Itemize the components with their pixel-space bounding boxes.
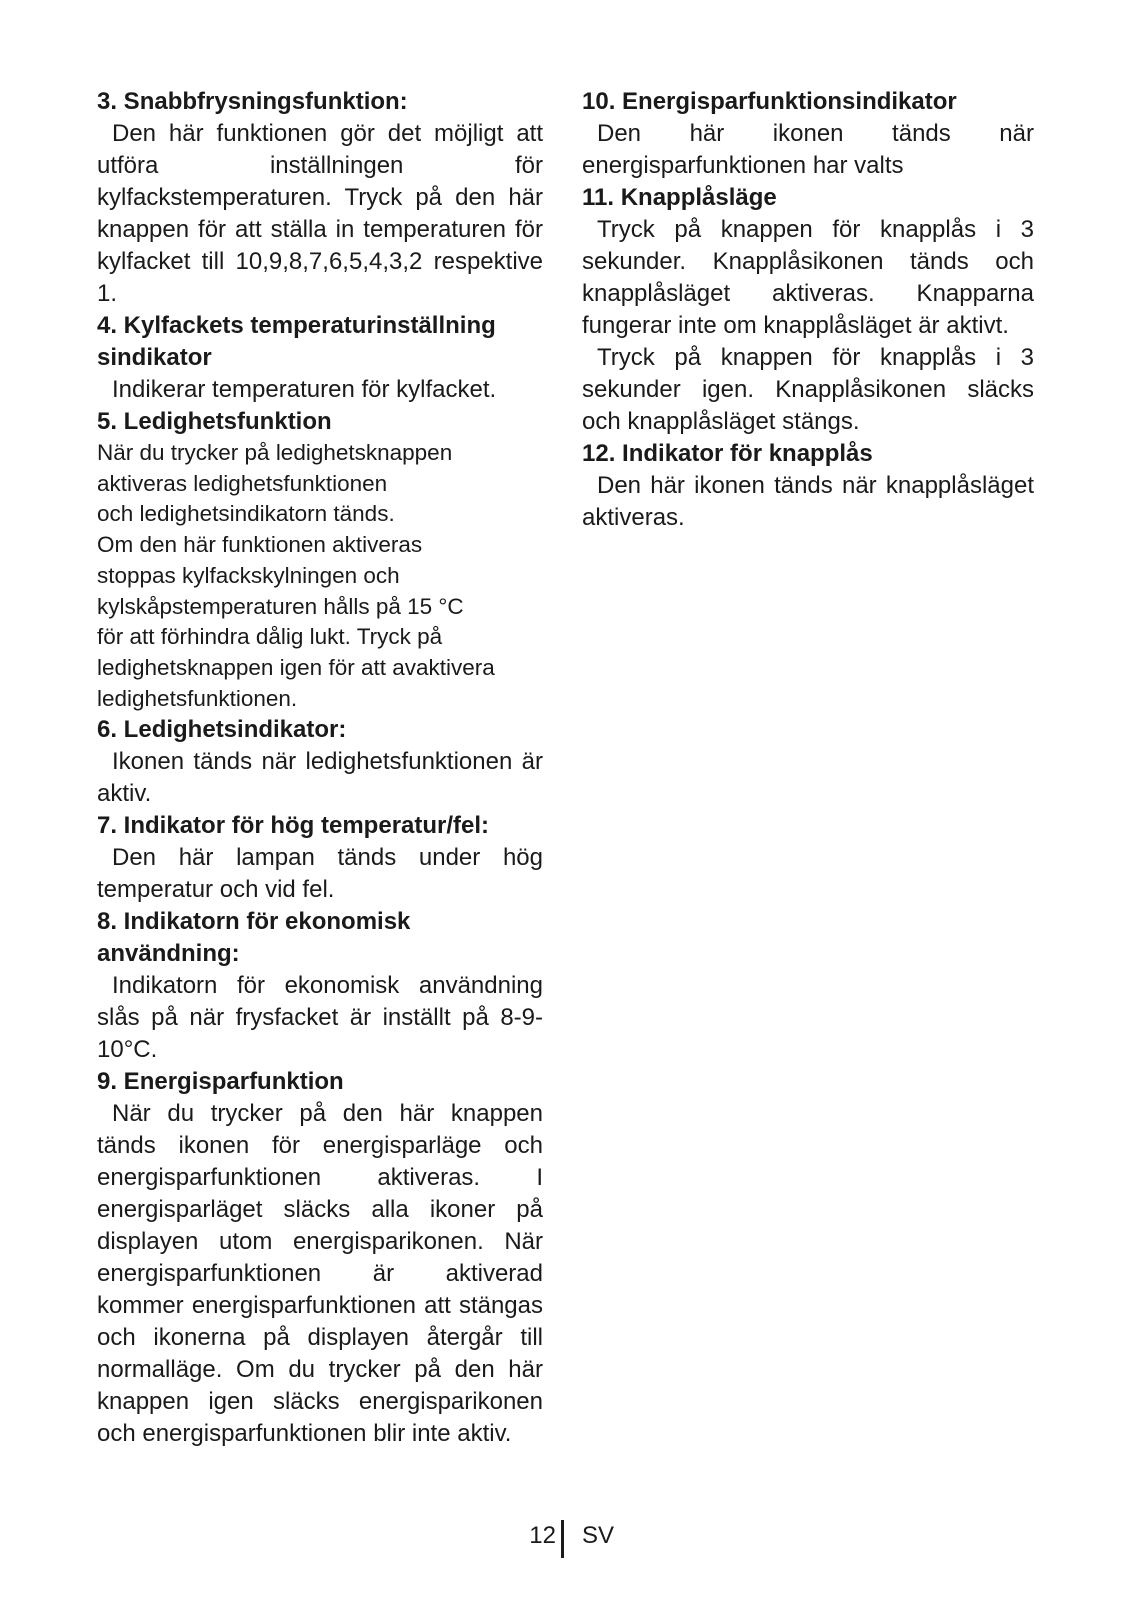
section-heading-economy-indicator: 8. Indikatorn för ekonomisk användning:: [97, 908, 411, 968]
section-body-key-lock-mode-2: Tryck på knappen för knapplås i 3 sekunder igen. Knapplåsikonen släcks och knapplåsläget stängs.: [582, 344, 1034, 435]
section-body-quick-freeze: Den här funktionen gör det möjligt att utföra inställningen för kylfackstemperaturen. Tryck på den här knappen för att ställa in temperaturen för kylfacket till 10,9,8,7,6,5,4,3,2 respektive 1.: [97, 120, 543, 307]
left-column: [97, 86, 543, 1450]
page-number: 12: [529, 1522, 556, 1549]
section-body-fridge-temp-indicator: Indikerar temperaturen för kylfacket.: [112, 376, 497, 403]
page-footer: [0, 1522, 1128, 1560]
section-heading-vacation-function: 5. Ledighetsfunktion: [97, 408, 332, 435]
section-heading-vacation-indicator: 6. Ledighetsindikator:: [97, 716, 347, 744]
right-column: [582, 86, 1034, 534]
section-heading-energy-saving-indicator: 10. Energisparfunktionsindikator: [582, 88, 957, 115]
section-body-vacation-indicator: Ikonen tänds när ledighetsfunktionen är aktiv.: [97, 748, 543, 808]
section-body-key-lock-mode: Tryck på knappen för knapplås i 3 sekunder. Knapplåsikonen tänds och knapplåsläget aktiveras. Knapparna fungerar inte om knapplåsläget är aktivt.: [582, 216, 1034, 339]
section-heading-energy-saving: 9. Energisparfunktion: [97, 1068, 344, 1096]
section-body-economy-indicator: Indikatorn för ekonomisk användning slås på när frysfacket är inställt på 8-9-10°C.: [97, 972, 543, 1064]
section-body-energy-saving-indicator: Den här ikonen tänds när energisparfunktionen har valts: [582, 120, 1034, 179]
section-heading-key-lock-mode: 11. Knapplåsläge: [582, 184, 777, 211]
footer-divider: [561, 1520, 564, 1558]
section-heading-fridge-temp-indicator: 4. Kylfackets temperaturinställning sindikator: [97, 312, 496, 371]
language-code: SV: [582, 1522, 615, 1549]
section-body-key-lock-indicator: Den här ikonen tänds när knapplåsläget aktiveras.: [582, 472, 1034, 531]
section-heading-key-lock-indicator: 12. Indikator för knapplås: [582, 440, 873, 467]
section-heading-quick-freeze: 3. Snabbfrysningsfunktion:: [97, 88, 408, 115]
section-body-energy-saving: När du trycker på den här knappen tänds ikonen för energisparläge och energisparfunktionen aktiveras. I energisparläget släcks alla ikoner på displayen utom energisparikonen. När energisparfunktionen är aktiverad kommer energisparfunktionen att stängas och ikonerna på displayen återgår till normalläge. Om du trycker på den här knappen igen släcks energisparikonen och energisparfunktionen blir inte aktiv.: [97, 1100, 543, 1448]
section-body-high-temp-indicator: Den här lampan tänds under hög temperatur och vid fel.: [97, 844, 543, 904]
section-body-vacation-function: När du trycker på ledighetsknappen aktiveras ledighetsfunktionen och ledighetsindikatorn tänds. Om den här funktionen aktiveras stoppas kylfackskylningen och kylskåpstemperaturen hålls på 15 °C för att förhindra dålig lukt. Tryck på ledighetsknappen igen för att avaktivera ledighetsfunktionen.: [97, 440, 495, 711]
section-heading-high-temp-indicator: 7. Indikator för hög temperatur/fel:: [97, 812, 490, 840]
